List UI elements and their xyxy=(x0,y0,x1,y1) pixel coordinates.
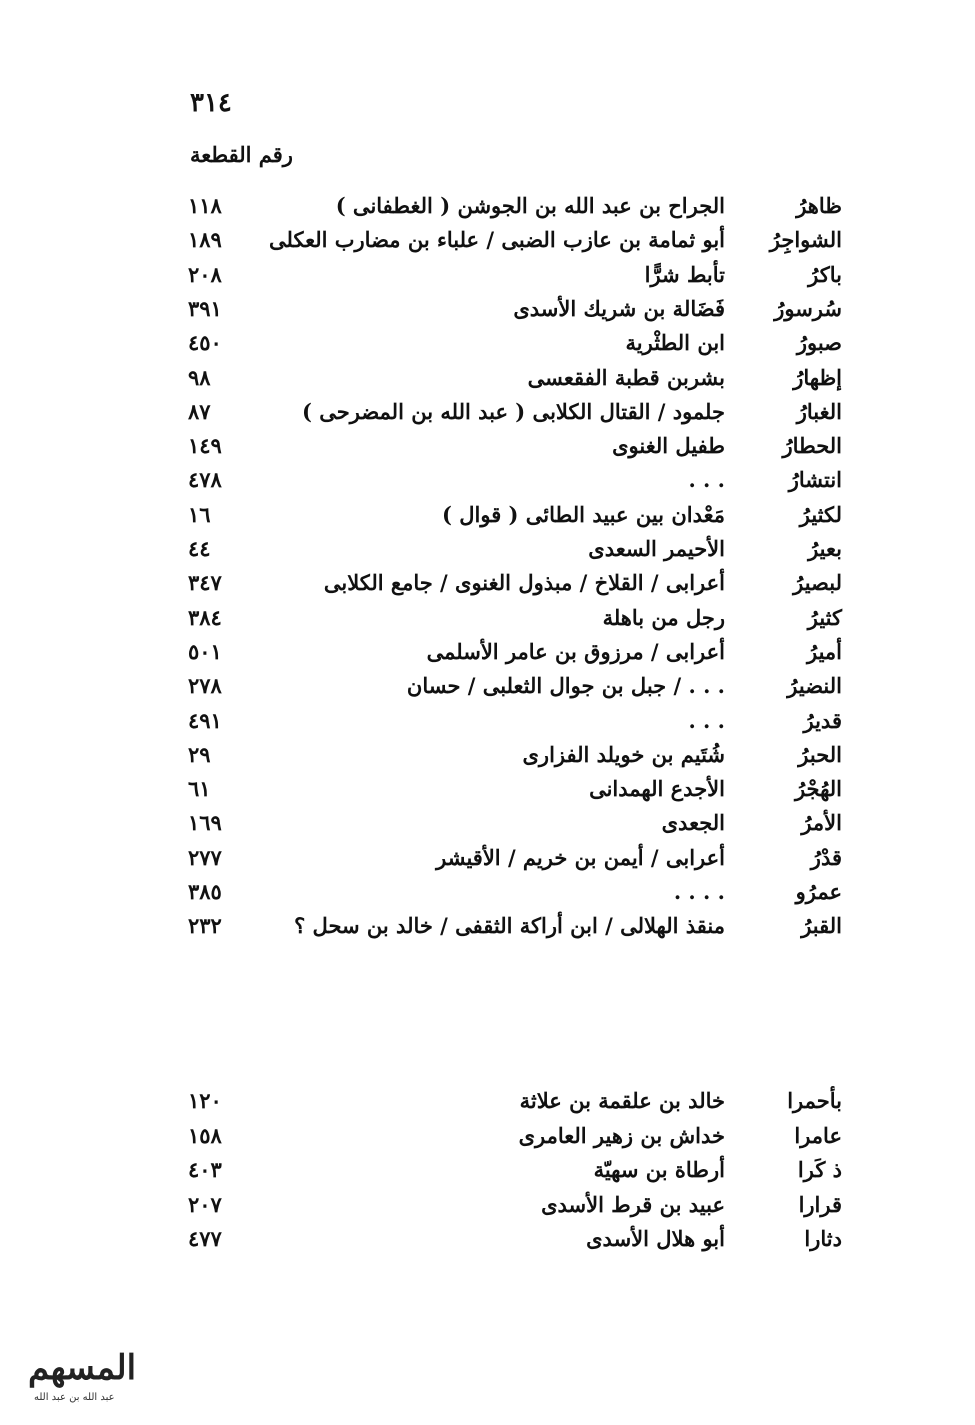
entry-poets: أبو هلال الأسدى xyxy=(586,1226,725,1251)
entry-number: ٢٣٢ xyxy=(188,913,222,939)
entry-poets: أرطاة بن سهيّة xyxy=(593,1157,725,1182)
index-entry xyxy=(0,1123,975,1157)
entry-poets: عبيد بن قرط الأسدى xyxy=(541,1191,725,1217)
entry-rhyme-word: انتشارُ xyxy=(788,467,842,493)
entry-number: ١٦ xyxy=(188,501,211,527)
index-entry xyxy=(0,879,975,913)
entry-poets: منقذ الهلالى / ابن أراكة الثقفى / خالد بن سحل ؟ xyxy=(294,913,725,939)
logo-title: المسهم xyxy=(28,1348,137,1388)
entry-number: ١٥٨ xyxy=(188,1122,222,1148)
entry-number: ١٤٩ xyxy=(188,433,222,459)
entry-poets: جلمود / القتال الكلابى ( عبد الله بن المضرحى ) xyxy=(302,398,725,424)
entry-rhyme-word: الشواجِرُ xyxy=(769,227,842,253)
entry-rhyme-word: قرارا xyxy=(798,1191,842,1217)
entry-poets: خالد بن علقمة بن علاثة xyxy=(519,1088,725,1113)
index-entry xyxy=(0,845,975,879)
entry-number: ١٨٩ xyxy=(188,227,222,253)
entry-rhyme-word: الحبرُ xyxy=(798,741,842,767)
entry-rhyme-word: الغبارُ xyxy=(796,398,842,424)
entry-rhyme-word: كثيرُ xyxy=(807,604,842,630)
entry-number: ٤٧٧ xyxy=(188,1226,222,1251)
index-entry xyxy=(0,708,975,742)
entry-number: ٣٩١ xyxy=(188,295,222,321)
entry-poets: رجل من باهلة xyxy=(602,604,725,630)
entry-rhyme-word: الهُجْرُ xyxy=(794,776,842,802)
index-entry xyxy=(0,193,975,227)
index-entry xyxy=(0,365,975,399)
entry-poets: . . . . xyxy=(673,879,725,904)
entry-number: ٢٠٨ xyxy=(188,261,222,287)
entry-poets: الأجدع الهمدانى xyxy=(589,776,725,802)
entry-rhyme-word: القبرُ xyxy=(801,913,842,939)
entry-poets: طفيل الغنوى xyxy=(612,433,725,459)
index-entry xyxy=(0,227,975,261)
entry-rhyme-word: قديرُ xyxy=(803,707,842,733)
entry-rhyme-word: صبورُ xyxy=(796,330,842,356)
entry-poets: بشربن قطبة الفقعسى xyxy=(527,364,725,390)
entry-poets: الجراح بن عبد الله بن الجوشن ( الغطفانى ) xyxy=(335,193,725,218)
entry-poets: . . . / جبل بن جوال الثعلبى / حسان xyxy=(406,673,725,699)
entry-rhyme-word: أميرُ xyxy=(806,638,842,664)
index-entry xyxy=(0,467,975,501)
entry-poets: خداش بن زهير العامرى xyxy=(518,1122,725,1148)
entry-rhyme-word: ظاهرُ xyxy=(796,193,842,218)
entry-number: ٢٩ xyxy=(188,741,211,767)
index-entry xyxy=(0,1226,975,1260)
entry-number: ٤٤ xyxy=(188,536,211,561)
entry-rhyme-word: قدْرُ xyxy=(810,844,842,870)
entry-rhyme-word: الأمرُ xyxy=(801,810,842,836)
entry-poets: الأحيمر السعدى xyxy=(588,536,725,561)
entry-poets: مَعْدان بين عبيد الطائى ( قوال ) xyxy=(442,501,725,527)
entry-number: ٣٨٤ xyxy=(188,604,222,630)
entry-poets: أعرابى / مرزوق بن عامر الأسلمى xyxy=(426,638,725,664)
index-entry xyxy=(0,673,975,707)
entry-rhyme-word: سُرسورُ xyxy=(774,295,842,321)
entry-poets: تأبط شرًّا xyxy=(644,261,725,287)
entry-rhyme-word: النضيرُ xyxy=(787,673,842,699)
entry-poets: أعرابى / أيمن بن خريم / الأقيشر xyxy=(436,844,725,870)
column-header: رقم القطعة xyxy=(190,142,293,167)
entry-poets: . . . xyxy=(688,467,725,493)
index-entry xyxy=(0,1157,975,1191)
entry-number: ١٦٩ xyxy=(188,810,222,836)
entry-poets: فَضَالة بن شريك الأسدى xyxy=(513,295,725,321)
index-entry xyxy=(0,502,975,536)
entry-poets: أبو ثمامة بن عازب الضبى / علباء بن مضارب العكلى xyxy=(269,227,725,253)
publisher-logo xyxy=(18,1348,148,1408)
entry-rhyme-word: الحطارُ xyxy=(782,433,842,459)
entry-number: ٢٧٧ xyxy=(188,844,222,870)
index-entry xyxy=(0,742,975,776)
index-entry xyxy=(0,776,975,810)
entry-poets: ابن الطثْرية xyxy=(625,330,725,356)
entry-number: ٢٧٨ xyxy=(188,673,222,699)
entry-number: ٣٤٧ xyxy=(188,570,222,596)
entry-rhyme-word: عامرا xyxy=(794,1122,842,1148)
entry-rhyme-word: بعيرُ xyxy=(808,536,842,561)
index-entry xyxy=(0,399,975,433)
entry-number: ٢٠٧ xyxy=(188,1191,222,1217)
entry-number: ٩٨ xyxy=(188,364,211,390)
entry-number: ٦١ xyxy=(188,776,211,802)
entry-poets: الجعدى xyxy=(661,810,725,836)
index-entry xyxy=(0,1088,975,1122)
entry-rhyme-word: دثارا xyxy=(804,1226,842,1251)
entry-number: ٤٩١ xyxy=(188,707,222,733)
entry-number: ٤٧٨ xyxy=(188,467,222,493)
entry-number: ٣٨٥ xyxy=(188,879,222,904)
entry-number: ٨٧ xyxy=(188,398,211,424)
index-entry xyxy=(0,605,975,639)
index-entry xyxy=(0,1192,975,1226)
entry-number: ٤٥٠ xyxy=(188,330,222,356)
index-entry xyxy=(0,570,975,604)
entry-poets: . . . xyxy=(688,707,725,733)
entry-rhyme-word: لبصيرُ xyxy=(793,570,842,596)
index-entry xyxy=(0,810,975,844)
index-entry xyxy=(0,536,975,570)
index-entry xyxy=(0,639,975,673)
index-entry xyxy=(0,433,975,467)
index-entry xyxy=(0,913,975,947)
entry-number: ١٢٠ xyxy=(188,1088,222,1113)
entry-rhyme-word: ذ كَرا xyxy=(797,1157,842,1182)
entry-poets: أعرابى / القلاخ / مبذول الغنوى / جامع الكلابى xyxy=(323,570,725,596)
entry-rhyme-word: عمرُو xyxy=(795,879,842,904)
index-entry xyxy=(0,296,975,330)
logo-subtitle: عبد الله بن عبد الله xyxy=(34,1392,115,1403)
index-entry xyxy=(0,262,975,296)
entry-rhyme-word: إظهارُ xyxy=(793,364,842,390)
entry-poets: شُتَيم بن خويلد الفزارى xyxy=(522,741,725,767)
entry-rhyme-word: باكرُ xyxy=(808,261,842,287)
page-number: ٣١٤ xyxy=(190,88,232,118)
entry-number: ٤٠٣ xyxy=(188,1157,222,1182)
entry-rhyme-word: بأحمرا xyxy=(787,1088,842,1113)
entry-rhyme-word: لكثيرُ xyxy=(799,501,842,527)
entry-number: ٥٠١ xyxy=(188,638,222,664)
index-entry xyxy=(0,330,975,364)
entry-number: ١١٨ xyxy=(188,193,222,218)
